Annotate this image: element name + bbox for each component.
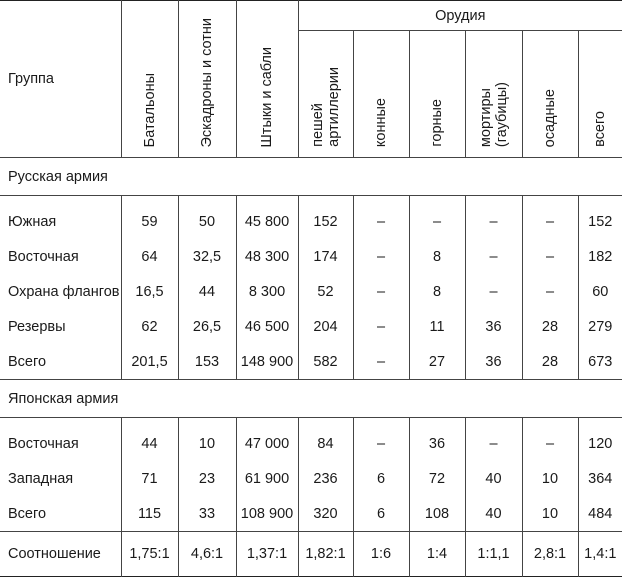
section-title: Японская армия: [0, 380, 622, 418]
table-row: [0, 196, 622, 240]
cell-mountain: 8: [409, 274, 465, 309]
cell-siege: –: [522, 196, 578, 240]
cell-total: 364: [578, 461, 622, 496]
cell-battalions: 62: [121, 309, 178, 344]
cell-squadrons: 44: [178, 274, 236, 309]
header-group: Группа: [0, 1, 121, 158]
cell-total: 152: [578, 196, 622, 240]
cell-bayonets: 8 300: [236, 274, 298, 309]
cell-foot: 174: [298, 239, 353, 274]
cell-mountain: 1:4: [409, 532, 465, 577]
cell-total: 279: [578, 309, 622, 344]
cell-mountain: 27: [409, 344, 465, 380]
cell-battalions: 1,75:1: [121, 532, 178, 577]
cell-squadrons: 26,5: [178, 309, 236, 344]
cell-total: 60: [578, 274, 622, 309]
cell-bayonets: 45 800: [236, 196, 298, 240]
cell-foot: 582: [298, 344, 353, 380]
cell-battalions: 59: [121, 196, 178, 240]
cell-squadrons: 23: [178, 461, 236, 496]
cell-horse: –: [353, 196, 409, 240]
cell-horse: 1:6: [353, 532, 409, 577]
cell-horse: –: [353, 418, 409, 462]
cell-mortars: –: [465, 418, 522, 462]
table-row: [0, 309, 622, 344]
cell-bayonets: 46 500: [236, 309, 298, 344]
cell-mountain: 72: [409, 461, 465, 496]
cell-bayonets: 47 000: [236, 418, 298, 462]
cell-battalions: 201,5: [121, 344, 178, 380]
header-squadrons: Эскадроны и сотни: [178, 1, 236, 158]
cell-total: 182: [578, 239, 622, 274]
cell-mortars: –: [465, 274, 522, 309]
cell-group: Соотношение: [8, 546, 101, 562]
cell-squadrons: 32,5: [178, 239, 236, 274]
cell-horse: 6: [353, 496, 409, 532]
table-row: [0, 418, 622, 462]
cell-group: Резервы: [8, 318, 66, 335]
cell-foot: 1,82:1: [298, 532, 353, 577]
cell-mortars: 1:1,1: [465, 532, 522, 577]
cell-siege: 28: [522, 309, 578, 344]
cell-battalions: 64: [121, 239, 178, 274]
cell-group: Всего: [0, 344, 121, 380]
cell-battalions: 71: [121, 461, 178, 496]
cell-mountain: 11: [409, 309, 465, 344]
cell-horse: –: [353, 274, 409, 309]
cell-siege: –: [522, 274, 578, 309]
cell-squadrons: 10: [178, 418, 236, 462]
cell-mortars: 40: [465, 461, 522, 496]
cell-battalions: 44: [121, 418, 178, 462]
table-row: [0, 496, 622, 532]
cell-squadrons: 4,6:1: [178, 532, 236, 577]
cell-battalions: 16,5: [121, 274, 178, 309]
cell-bayonets: 61 900: [236, 461, 298, 496]
cell-horse: 6: [353, 461, 409, 496]
section-row: [0, 380, 622, 418]
cell-siege: 10: [522, 461, 578, 496]
cell-group: Восточная: [8, 435, 79, 452]
cell-mortars: 40: [465, 496, 522, 532]
section-row: [0, 158, 622, 196]
cell-bayonets: 1,37:1: [236, 532, 298, 577]
cell-horse: –: [353, 344, 409, 380]
cell-bayonets: 148 900: [236, 344, 298, 380]
cell-mortars: –: [465, 239, 522, 274]
cell-siege: 2,8:1: [522, 532, 578, 577]
cell-mountain: –: [409, 196, 465, 240]
cell-horse: –: [353, 239, 409, 274]
cell-squadrons: 153: [178, 344, 236, 380]
header-mountain: горные: [409, 31, 465, 158]
cell-foot: 84: [298, 418, 353, 462]
cell-foot: 152: [298, 196, 353, 240]
cell-group: Западная: [8, 470, 74, 487]
header-mortars: мортиры (гаубицы): [465, 31, 522, 158]
cell-total: 673: [578, 344, 622, 380]
table-row: [0, 239, 622, 274]
cell-mountain: 108: [409, 496, 465, 532]
header-foot-artillery: пешей артиллерии: [298, 31, 353, 158]
cell-mortars: 36: [465, 309, 522, 344]
cell-mountain: 36: [409, 418, 465, 462]
cell-bayonets: 108 900: [236, 496, 298, 532]
cell-siege: 28: [522, 344, 578, 380]
cell-total: 484: [578, 496, 622, 532]
cell-total: 1,4:1: [578, 532, 622, 577]
table-row: [0, 461, 622, 496]
cell-foot: 320: [298, 496, 353, 532]
cell-group: Восточная: [8, 248, 79, 265]
cell-siege: –: [522, 418, 578, 462]
header-siege: осадные: [522, 31, 578, 158]
table-row: [0, 344, 622, 380]
cell-squadrons: 33: [178, 496, 236, 532]
table-body: [0, 158, 622, 577]
cell-mortars: –: [465, 196, 522, 240]
cell-bayonets: 48 300: [236, 239, 298, 274]
cell-mortars: 36: [465, 344, 522, 380]
table-row: [0, 274, 622, 309]
header-bayonets: Штыки и сабли: [236, 1, 298, 158]
cell-siege: 10: [522, 496, 578, 532]
header-guns: Орудия: [298, 1, 622, 31]
cell-group: Южная: [8, 213, 57, 230]
header-battalions: Батальоны: [121, 1, 178, 158]
cell-mountain: 8: [409, 239, 465, 274]
header-horse: конные: [353, 31, 409, 158]
cell-total: 120: [578, 418, 622, 462]
cell-group: Охрана флангов: [8, 283, 120, 300]
header-total: всего: [578, 31, 622, 158]
cell-foot: 204: [298, 309, 353, 344]
ratio-row: [0, 532, 622, 577]
cell-siege: –: [522, 239, 578, 274]
cell-foot: 52: [298, 274, 353, 309]
cell-squadrons: 50: [178, 196, 236, 240]
cell-foot: 236: [298, 461, 353, 496]
cell-group: Всего: [0, 496, 121, 532]
cell-horse: –: [353, 309, 409, 344]
cell-battalions: 115: [121, 496, 178, 532]
section-title: Русская армия: [0, 158, 622, 196]
